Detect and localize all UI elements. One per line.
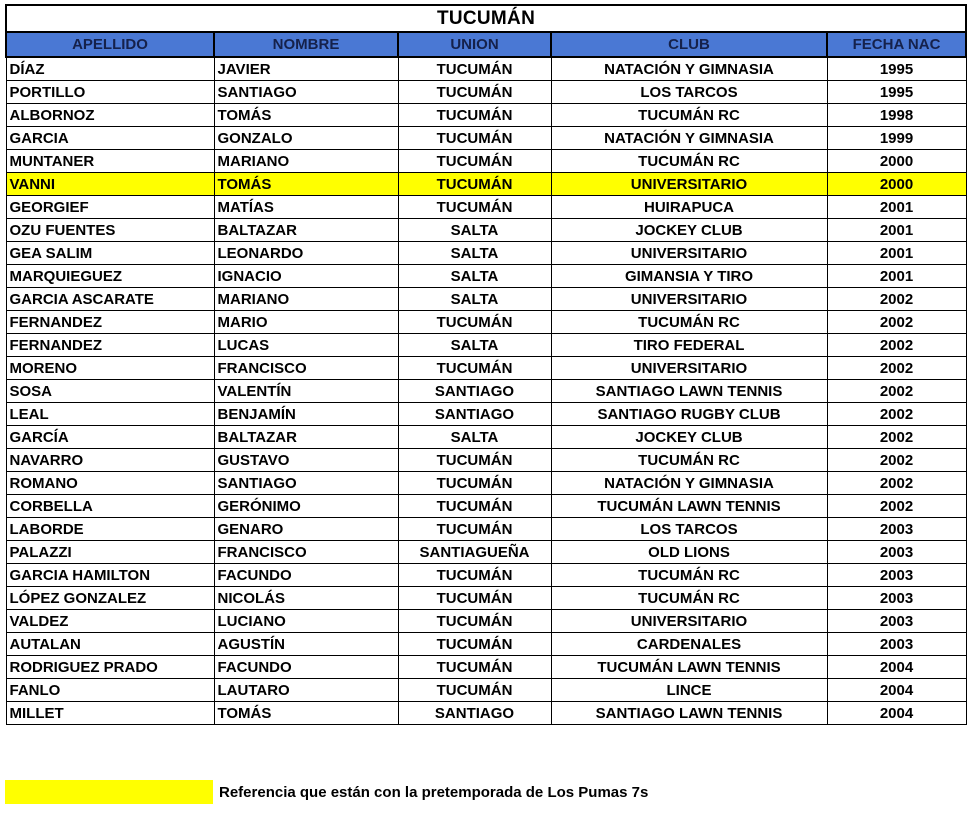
column-header-fecha-nac: FECHA NAC <box>827 32 966 57</box>
column-header-club: CLUB <box>551 32 827 57</box>
cell-apellido: LABORDE <box>6 518 214 541</box>
cell-fecha-nac: 1995 <box>827 81 966 104</box>
table-row <box>6 518 966 541</box>
cell-nombre: IGNACIO <box>214 265 398 288</box>
cell-club: UNIVERSITARIO <box>551 357 827 380</box>
cell-fecha-nac: 2003 <box>827 518 966 541</box>
cell-union: TUCUMÁN <box>398 81 551 104</box>
table-row <box>6 357 966 380</box>
cell-nombre: MARIANO <box>214 150 398 173</box>
cell-club: LINCE <box>551 679 827 702</box>
cell-fecha-nac: 2001 <box>827 242 966 265</box>
cell-apellido: ALBORNOZ <box>6 104 214 127</box>
cell-nombre: MARIO <box>214 311 398 334</box>
cell-nombre: LUCAS <box>214 334 398 357</box>
cell-union: TUCUMÁN <box>398 57 551 81</box>
table-row <box>6 196 966 219</box>
cell-club: CARDENALES <box>551 633 827 656</box>
cell-fecha-nac: 2002 <box>827 357 966 380</box>
cell-club: UNIVERSITARIO <box>551 173 827 196</box>
column-header-apellido: APELLIDO <box>6 32 214 57</box>
cell-club: UNIVERSITARIO <box>551 610 827 633</box>
cell-fecha-nac: 2002 <box>827 495 966 518</box>
cell-fecha-nac: 2002 <box>827 426 966 449</box>
table-row <box>6 334 966 357</box>
cell-apellido: VALDEZ <box>6 610 214 633</box>
cell-club: JOCKEY CLUB <box>551 219 827 242</box>
cell-union: TUCUMÁN <box>398 196 551 219</box>
cell-apellido: FERNANDEZ <box>6 311 214 334</box>
legend <box>5 780 648 804</box>
cell-club: JOCKEY CLUB <box>551 426 827 449</box>
cell-apellido: GEA SALIM <box>6 242 214 265</box>
cell-fecha-nac: 2001 <box>827 265 966 288</box>
cell-nombre: MATÍAS <box>214 196 398 219</box>
cell-fecha-nac: 2001 <box>827 196 966 219</box>
cell-apellido: PORTILLO <box>6 81 214 104</box>
legend-highlight-swatch <box>5 780 213 804</box>
cell-club: TUCUMÁN RC <box>551 564 827 587</box>
cell-apellido: PALAZZI <box>6 541 214 564</box>
cell-union: SALTA <box>398 265 551 288</box>
table-row <box>6 265 966 288</box>
title-row <box>6 5 966 32</box>
cell-apellido: OZU FUENTES <box>6 219 214 242</box>
table-row <box>6 403 966 426</box>
cell-nombre: SANTIAGO <box>214 81 398 104</box>
cell-club: TUCUMÁN RC <box>551 311 827 334</box>
cell-fecha-nac: 2003 <box>827 633 966 656</box>
cell-fecha-nac: 2002 <box>827 334 966 357</box>
cell-club: SANTIAGO LAWN TENNIS <box>551 702 827 725</box>
cell-union: TUCUMÁN <box>398 127 551 150</box>
table-row <box>6 656 966 679</box>
cell-club: HUIRAPUCA <box>551 196 827 219</box>
roster-table <box>5 4 967 725</box>
cell-fecha-nac: 2003 <box>827 564 966 587</box>
cell-union: TUCUMÁN <box>398 472 551 495</box>
cell-nombre: TOMÁS <box>214 173 398 196</box>
cell-nombre: GERÓNIMO <box>214 495 398 518</box>
cell-union: TUCUMÁN <box>398 633 551 656</box>
cell-apellido: FANLO <box>6 679 214 702</box>
cell-nombre: TOMÁS <box>214 104 398 127</box>
cell-fecha-nac: 2004 <box>827 656 966 679</box>
table-row <box>6 127 966 150</box>
cell-nombre: FRANCISCO <box>214 541 398 564</box>
cell-club: TUCUMÁN RC <box>551 449 827 472</box>
cell-club: SANTIAGO RUGBY CLUB <box>551 403 827 426</box>
cell-nombre: TOMÁS <box>214 702 398 725</box>
cell-fecha-nac: 1999 <box>827 127 966 150</box>
table-row <box>6 702 966 725</box>
cell-club: TUCUMÁN LAWN TENNIS <box>551 495 827 518</box>
table-row <box>6 150 966 173</box>
cell-club: OLD LIONS <box>551 541 827 564</box>
cell-apellido: GEORGIEF <box>6 196 214 219</box>
column-header-nombre: NOMBRE <box>214 32 398 57</box>
table-row <box>6 288 966 311</box>
table-row <box>6 495 966 518</box>
cell-union: TUCUMÁN <box>398 173 551 196</box>
cell-nombre: BALTAZAR <box>214 426 398 449</box>
cell-nombre: FRANCISCO <box>214 357 398 380</box>
cell-apellido: DÍAZ <box>6 57 214 81</box>
cell-union: TUCUMÁN <box>398 495 551 518</box>
cell-apellido: CORBELLA <box>6 495 214 518</box>
cell-apellido: GARCIA ASCARATE <box>6 288 214 311</box>
cell-fecha-nac: 2003 <box>827 587 966 610</box>
cell-union: TUCUMÁN <box>398 311 551 334</box>
roster-sheet <box>5 4 965 725</box>
table-row <box>6 311 966 334</box>
cell-fecha-nac: 2000 <box>827 173 966 196</box>
cell-union: TUCUMÁN <box>398 610 551 633</box>
table-row <box>6 104 966 127</box>
table-row <box>6 380 966 403</box>
cell-nombre: BALTAZAR <box>214 219 398 242</box>
cell-fecha-nac: 2002 <box>827 472 966 495</box>
cell-apellido: ROMANO <box>6 472 214 495</box>
cell-club: TIRO FEDERAL <box>551 334 827 357</box>
cell-apellido: NAVARRO <box>6 449 214 472</box>
cell-club: UNIVERSITARIO <box>551 288 827 311</box>
cell-nombre: AGUSTÍN <box>214 633 398 656</box>
cell-apellido: GARCIA HAMILTON <box>6 564 214 587</box>
table-row <box>6 472 966 495</box>
roster-body <box>6 57 966 725</box>
cell-club: LOS TARCOS <box>551 81 827 104</box>
table-row <box>6 57 966 81</box>
cell-nombre: FACUNDO <box>214 656 398 679</box>
cell-fecha-nac: 2000 <box>827 150 966 173</box>
cell-fecha-nac: 2002 <box>827 311 966 334</box>
cell-club: TUCUMÁN RC <box>551 104 827 127</box>
cell-club: LOS TARCOS <box>551 518 827 541</box>
cell-union: TUCUMÁN <box>398 564 551 587</box>
table-row-highlighted <box>6 173 966 196</box>
cell-union: SANTIAGUEÑA <box>398 541 551 564</box>
cell-nombre: GONZALO <box>214 127 398 150</box>
cell-apellido: GARCÍA <box>6 426 214 449</box>
cell-nombre: JAVIER <box>214 57 398 81</box>
table-row <box>6 610 966 633</box>
cell-fecha-nac: 1998 <box>827 104 966 127</box>
cell-union: SALTA <box>398 288 551 311</box>
cell-fecha-nac: 2004 <box>827 679 966 702</box>
cell-fecha-nac: 2003 <box>827 541 966 564</box>
cell-union: TUCUMÁN <box>398 150 551 173</box>
table-row <box>6 242 966 265</box>
cell-apellido: AUTALAN <box>6 633 214 656</box>
cell-union: SALTA <box>398 242 551 265</box>
cell-union: TUCUMÁN <box>398 656 551 679</box>
cell-apellido: GARCIA <box>6 127 214 150</box>
cell-fecha-nac: 2004 <box>827 702 966 725</box>
cell-fecha-nac: 2002 <box>827 403 966 426</box>
cell-union: TUCUMÁN <box>398 449 551 472</box>
table-row <box>6 81 966 104</box>
table-row <box>6 633 966 656</box>
table-row <box>6 219 966 242</box>
table-row <box>6 587 966 610</box>
cell-nombre: LEONARDO <box>214 242 398 265</box>
cell-union: TUCUMÁN <box>398 357 551 380</box>
cell-apellido: MARQUIEGUEZ <box>6 265 214 288</box>
cell-nombre: SANTIAGO <box>214 472 398 495</box>
cell-union: SALTA <box>398 334 551 357</box>
cell-nombre: NICOLÁS <box>214 587 398 610</box>
header-row <box>6 32 966 57</box>
cell-union: TUCUMÁN <box>398 679 551 702</box>
cell-fecha-nac: 2002 <box>827 449 966 472</box>
cell-union: SALTA <box>398 426 551 449</box>
cell-apellido: FERNANDEZ <box>6 334 214 357</box>
cell-union: SALTA <box>398 219 551 242</box>
cell-nombre: GENARO <box>214 518 398 541</box>
cell-union: SANTIAGO <box>398 403 551 426</box>
cell-nombre: VALENTÍN <box>214 380 398 403</box>
cell-fecha-nac: 2003 <box>827 610 966 633</box>
cell-apellido: SOSA <box>6 380 214 403</box>
cell-club: NATACIÓN Y GIMNASIA <box>551 472 827 495</box>
cell-union: TUCUMÁN <box>398 518 551 541</box>
table-row <box>6 564 966 587</box>
cell-union: SANTIAGO <box>398 380 551 403</box>
cell-nombre: MARIANO <box>214 288 398 311</box>
cell-apellido: LEAL <box>6 403 214 426</box>
cell-nombre: FACUNDO <box>214 564 398 587</box>
cell-nombre: GUSTAVO <box>214 449 398 472</box>
cell-apellido: MUNTANER <box>6 150 214 173</box>
cell-club: UNIVERSITARIO <box>551 242 827 265</box>
cell-union: TUCUMÁN <box>398 104 551 127</box>
cell-club: TUCUMÁN LAWN TENNIS <box>551 656 827 679</box>
table-row <box>6 449 966 472</box>
table-title: TUCUMÁN <box>6 5 966 32</box>
cell-fecha-nac: 2002 <box>827 380 966 403</box>
legend-text: Referencia que están con la pretemporada de Los Pumas 7s <box>219 783 649 801</box>
cell-union: SANTIAGO <box>398 702 551 725</box>
cell-nombre: BENJAMÍN <box>214 403 398 426</box>
table-row <box>6 426 966 449</box>
cell-club: TUCUMÁN RC <box>551 150 827 173</box>
cell-apellido: RODRIGUEZ PRADO <box>6 656 214 679</box>
cell-apellido: VANNI <box>6 173 214 196</box>
cell-club: SANTIAGO LAWN TENNIS <box>551 380 827 403</box>
cell-club: NATACIÓN Y GIMNASIA <box>551 127 827 150</box>
cell-fecha-nac: 1995 <box>827 57 966 81</box>
cell-nombre: LUCIANO <box>214 610 398 633</box>
cell-union: TUCUMÁN <box>398 587 551 610</box>
cell-apellido: MORENO <box>6 357 214 380</box>
cell-nombre: LAUTARO <box>214 679 398 702</box>
cell-apellido: MILLET <box>6 702 214 725</box>
cell-club: GIMANSIA Y TIRO <box>551 265 827 288</box>
table-row <box>6 541 966 564</box>
cell-apellido: LÓPEZ GONZALEZ <box>6 587 214 610</box>
cell-fecha-nac: 2001 <box>827 219 966 242</box>
column-header-union: UNION <box>398 32 551 57</box>
table-row <box>6 679 966 702</box>
cell-club: TUCUMÁN RC <box>551 587 827 610</box>
cell-club: NATACIÓN Y GIMNASIA <box>551 57 827 81</box>
cell-fecha-nac: 2002 <box>827 288 966 311</box>
